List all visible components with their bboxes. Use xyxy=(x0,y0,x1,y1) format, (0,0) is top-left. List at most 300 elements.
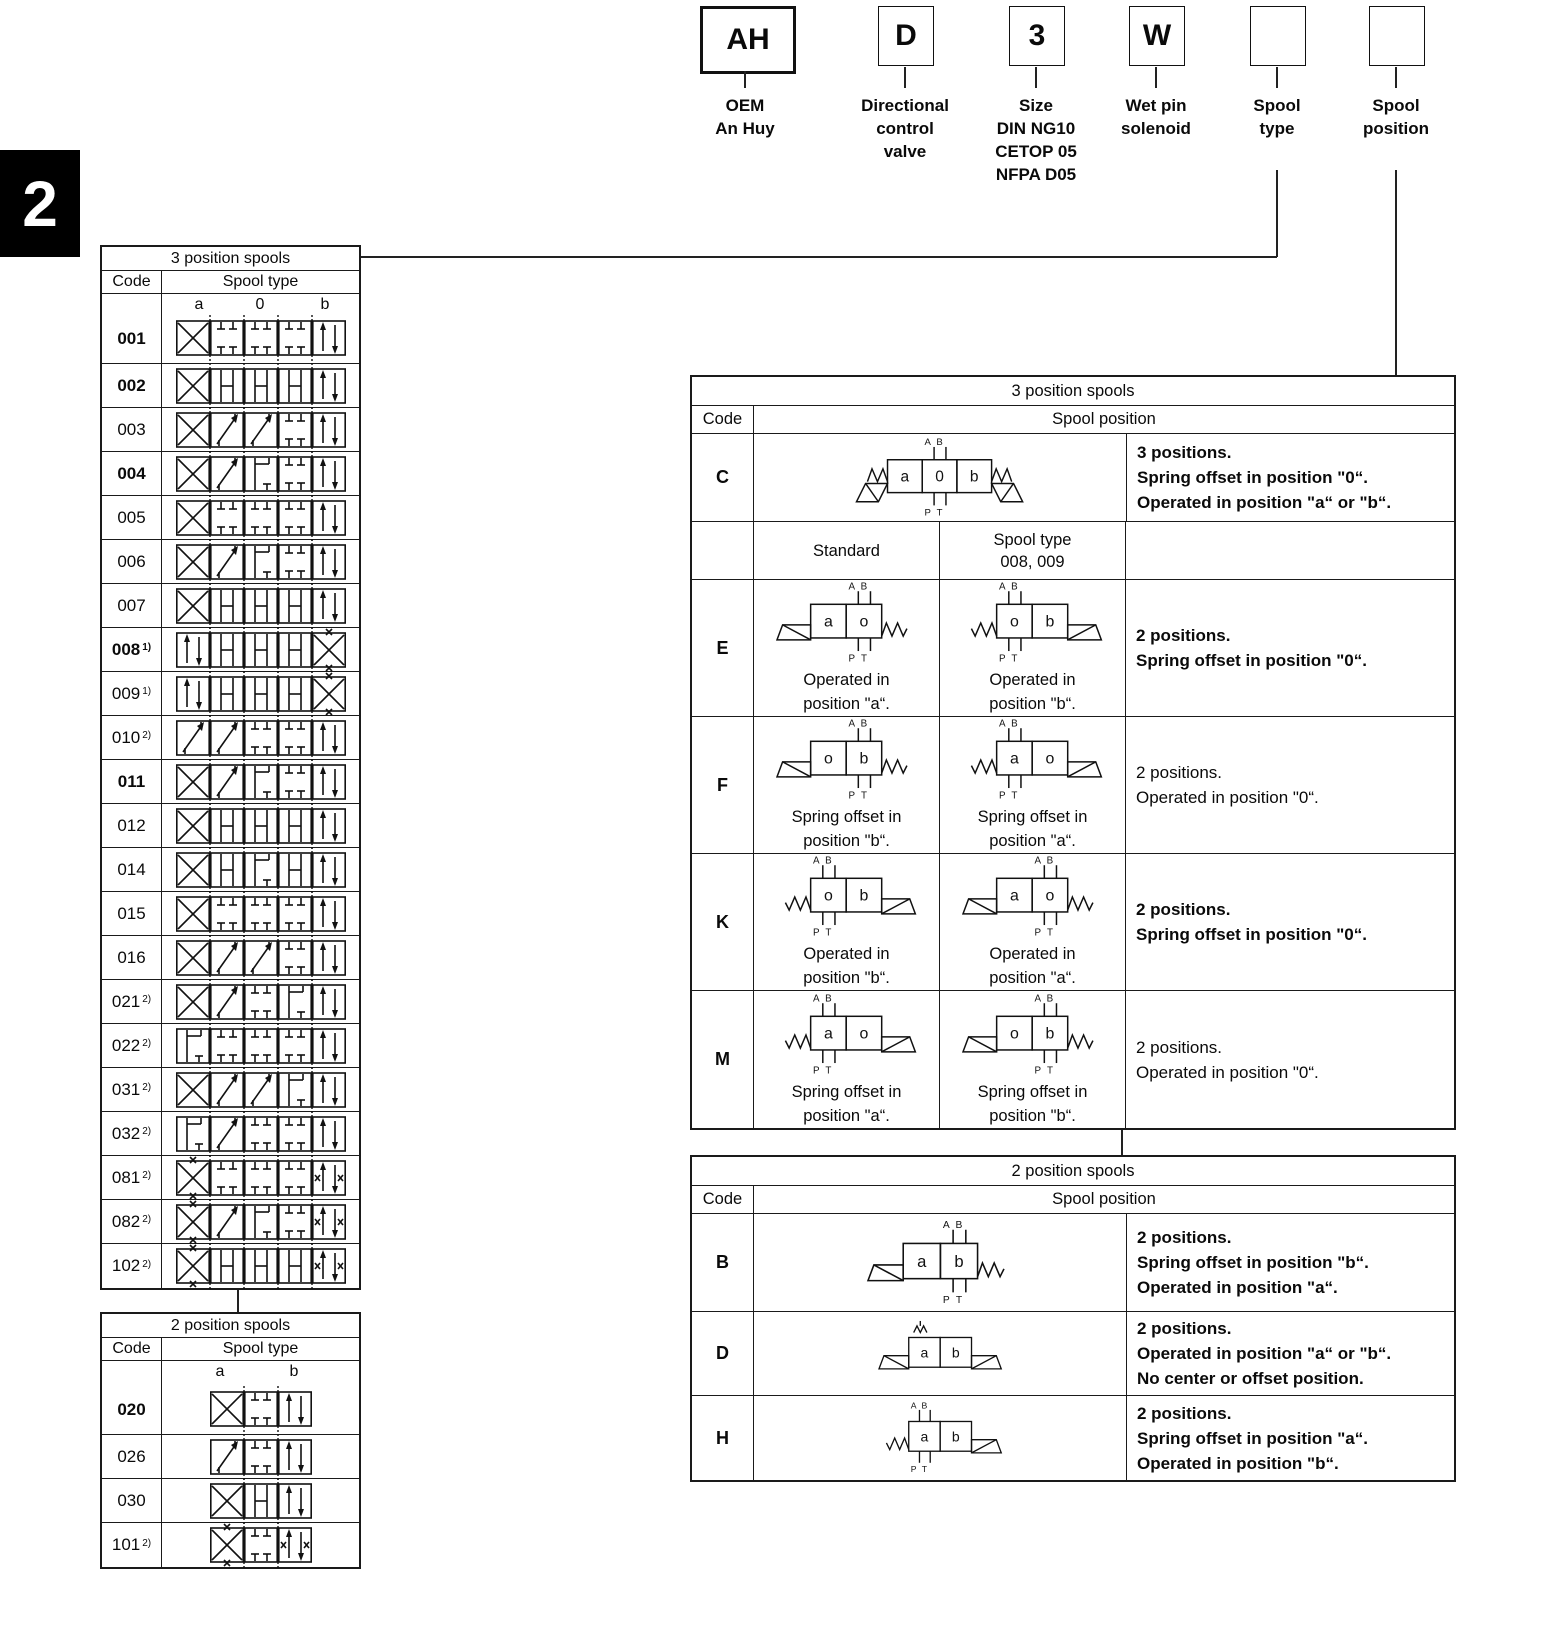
svg-text:B: B xyxy=(1011,718,1019,730)
spool-symbol xyxy=(176,759,346,805)
table-row xyxy=(692,580,1454,717)
spool-code-value: 101 xyxy=(111,1535,141,1554)
label-line: Wet pin xyxy=(1125,96,1187,115)
ordering-code-value: 3 xyxy=(1028,19,1046,52)
table-row xyxy=(102,1200,359,1244)
spool-position-description xyxy=(1127,434,1454,521)
spool-symbol xyxy=(176,451,346,497)
position-labels xyxy=(162,296,359,314)
svg-text:A: A xyxy=(848,718,856,730)
description-line: Spring offset in position "0“. xyxy=(1136,651,1367,670)
spool-type-column-header: Spool type xyxy=(222,273,299,290)
table-row xyxy=(102,628,359,672)
caption-line: position "b“. xyxy=(989,1106,1076,1125)
caption-line: Operated in xyxy=(989,671,1076,689)
spool-position-table-3pos xyxy=(690,375,1456,1130)
spool-symbol-cell xyxy=(162,540,359,583)
description-line: Spring offset in position "0“. xyxy=(1137,468,1368,487)
spool-symbol-cell xyxy=(162,1200,359,1243)
caption-line: position "a“. xyxy=(989,969,1076,987)
spool-code-value: 020 xyxy=(117,1400,146,1419)
spool-position-code: F xyxy=(692,717,754,853)
svg-text:A: A xyxy=(1034,992,1042,1004)
valve-symbol xyxy=(841,1400,1039,1476)
svg-text:A: A xyxy=(942,1219,950,1231)
svg-text:P: P xyxy=(999,653,1006,665)
spool-symbol-cell xyxy=(162,1361,359,1434)
spool-code xyxy=(102,1523,162,1567)
spool-position-code: B xyxy=(692,1214,754,1311)
svg-text:b: b xyxy=(859,750,869,768)
svg-text:o: o xyxy=(859,613,869,631)
label-line: position xyxy=(1362,119,1430,138)
caption-line: position "a“. xyxy=(803,695,890,713)
description-line: 3 positions. xyxy=(1137,443,1232,462)
symbol-caption xyxy=(803,942,890,990)
valve-symbol xyxy=(920,854,1144,940)
svg-text:a: a xyxy=(824,613,834,631)
table-row-c xyxy=(692,434,1454,522)
spool-code xyxy=(102,628,162,671)
spool-code xyxy=(102,452,162,495)
description-line: Operated in position "a“ or "b“. xyxy=(1137,1344,1392,1363)
valve-symbol xyxy=(823,1218,1058,1308)
spool-symbol-cell xyxy=(162,408,359,451)
label-line: Directional xyxy=(861,96,949,115)
standard-column-header xyxy=(754,522,940,579)
table-title: 2 position spools xyxy=(692,1157,1454,1186)
table-row xyxy=(102,584,359,628)
empty-description-cell xyxy=(1126,522,1454,579)
svg-text:a: a xyxy=(1010,750,1020,768)
table-header-row xyxy=(102,1338,359,1361)
spool-code-value: 007 xyxy=(117,595,146,615)
description-line: 2 positions. xyxy=(1137,1319,1232,1338)
spool-symbol xyxy=(210,1434,312,1480)
spool-position-code: M xyxy=(692,991,754,1128)
table-row xyxy=(102,1523,359,1567)
table-title: 2 position spools xyxy=(102,1314,359,1338)
valve-symbol xyxy=(920,580,1144,666)
spool-symbol-cell xyxy=(162,628,359,671)
spool-code xyxy=(102,760,162,803)
spool-symbol xyxy=(176,891,346,937)
svg-text:B: B xyxy=(936,436,944,448)
caption-line: position "b“. xyxy=(989,695,1076,713)
spool-type-table-2pos xyxy=(100,1312,361,1569)
special-label-line: Spool type xyxy=(993,530,1072,549)
spool-position-description xyxy=(1127,1312,1454,1395)
table-row xyxy=(102,364,359,408)
spool-position-code: C xyxy=(692,434,754,521)
table-row xyxy=(102,1024,359,1068)
caption-line: position "a“. xyxy=(803,1106,890,1125)
ordering-code-box xyxy=(700,6,796,74)
svg-text:P: P xyxy=(942,1294,950,1306)
spool-symbol xyxy=(176,495,346,541)
svg-text:P: P xyxy=(924,506,932,518)
svg-text:o: o xyxy=(1010,613,1020,631)
spool-symbol xyxy=(176,315,346,361)
valve-symbol-cell xyxy=(754,991,940,1128)
spool-symbol xyxy=(176,671,346,717)
box-stem-line xyxy=(1395,67,1397,88)
spool-code xyxy=(102,848,162,891)
spool-symbol-cell xyxy=(162,1479,359,1522)
description-line: 2 positions. xyxy=(1137,1228,1232,1247)
svg-text:P: P xyxy=(1034,1064,1042,1076)
svg-text:A: A xyxy=(924,436,932,448)
svg-text:T: T xyxy=(1047,1064,1054,1076)
valve-symbol-cell xyxy=(754,1214,1127,1311)
spool-code-value: 102 xyxy=(111,1256,141,1275)
svg-text:A: A xyxy=(999,718,1006,730)
spool-position-column-header: Spool position xyxy=(1052,1190,1156,1208)
label-line: Spool xyxy=(1372,96,1420,115)
spool-position-description xyxy=(1126,717,1454,853)
symbol-caption xyxy=(792,805,902,853)
caption-line: Operated in xyxy=(803,945,890,963)
svg-text:B: B xyxy=(825,855,833,867)
table-row xyxy=(102,1112,359,1156)
spool-code-value: 004 xyxy=(117,463,146,483)
table-row xyxy=(102,540,359,584)
spool-symbol-cell xyxy=(162,1112,359,1155)
caption-line: position "b“. xyxy=(803,832,890,850)
box-stem-line xyxy=(1035,67,1037,88)
spool-symbol xyxy=(210,1386,312,1432)
svg-text:A: A xyxy=(910,1400,917,1411)
spool-symbol-cell xyxy=(162,980,359,1023)
spool-symbol-cell xyxy=(162,936,359,979)
valve-symbol-cell xyxy=(754,434,1127,521)
spool-code-value: 009 xyxy=(111,683,141,703)
svg-text:A: A xyxy=(813,992,820,1004)
label-line: type xyxy=(1259,119,1295,138)
spool-symbol xyxy=(176,1111,346,1157)
spool-code-value: 021 xyxy=(111,991,141,1011)
svg-text:B: B xyxy=(921,1400,928,1411)
svg-text:P: P xyxy=(1034,927,1042,939)
valve-symbol-cell xyxy=(940,717,1126,853)
table-row xyxy=(102,452,359,496)
description-line: Operated in position "a“ or "b“. xyxy=(1137,493,1392,512)
spool-symbol xyxy=(176,1243,346,1289)
spool-position-code: K xyxy=(692,854,754,990)
svg-text:A: A xyxy=(813,855,820,867)
table-row xyxy=(692,1396,1454,1480)
spool-position-description xyxy=(1127,1396,1454,1480)
svg-text:T: T xyxy=(1011,790,1018,802)
svg-text:P: P xyxy=(999,790,1006,802)
spool-code xyxy=(102,1200,162,1243)
svg-text:0: 0 xyxy=(935,468,945,486)
svg-text:A: A xyxy=(999,581,1006,593)
description-line: 2 positions. xyxy=(1136,1037,1222,1057)
connector-spool-type-horizontal xyxy=(361,256,1277,258)
symbol-caption xyxy=(978,805,1088,853)
valve-symbol-cell xyxy=(754,717,940,853)
spool-code xyxy=(102,294,162,363)
table-row xyxy=(102,408,359,452)
label-line: DIN NG10 xyxy=(996,119,1076,138)
svg-text:o: o xyxy=(1010,1025,1020,1043)
svg-text:T: T xyxy=(825,1064,832,1076)
ordering-code-value: AH xyxy=(726,23,770,56)
svg-text:o: o xyxy=(859,1025,869,1043)
spool-code xyxy=(102,1361,162,1434)
spool-symbol xyxy=(176,1155,346,1201)
table-row xyxy=(692,717,1454,854)
footnote-marker: 2) xyxy=(142,994,152,1005)
label-line: OEM xyxy=(725,96,765,115)
connector-spool-type-vertical xyxy=(1276,170,1278,257)
svg-text:T: T xyxy=(1011,653,1018,665)
label-line: NFPA D05 xyxy=(995,165,1077,184)
spool-symbol-cell xyxy=(162,1068,359,1111)
table-row xyxy=(692,1312,1454,1396)
spool-code-value: 010 xyxy=(111,727,141,747)
table-header-row xyxy=(692,406,1454,434)
connector-spool-position-vertical xyxy=(1395,170,1397,375)
spool-code xyxy=(102,584,162,627)
spool-code-value: 014 xyxy=(117,859,146,879)
svg-text:P: P xyxy=(813,927,820,939)
footnote-marker: 2) xyxy=(142,730,152,741)
svg-text:a: a xyxy=(900,468,910,486)
svg-text:b: b xyxy=(970,468,980,486)
svg-text:b: b xyxy=(1045,1025,1055,1043)
standard-label: Standard xyxy=(813,541,880,560)
svg-text:A: A xyxy=(848,581,856,593)
spool-code-value: 011 xyxy=(117,771,146,791)
footnote-marker: 2) xyxy=(142,1537,152,1549)
description-line: Operated in position "0“. xyxy=(1136,1062,1319,1082)
position-label: b xyxy=(320,296,330,313)
valve-symbol xyxy=(841,1316,1039,1392)
box-stem-line xyxy=(1276,67,1278,88)
valve-symbol-cell xyxy=(754,1396,1127,1480)
spool-symbol xyxy=(176,363,346,409)
spool-code-value: 001 xyxy=(117,329,146,348)
label-line: Spool xyxy=(1253,96,1301,115)
spool-code xyxy=(102,1435,162,1478)
valve-symbol-cell xyxy=(940,854,1126,990)
table-row xyxy=(102,760,359,804)
table-row xyxy=(102,1435,359,1479)
empty-code-cell xyxy=(692,522,754,579)
table-row xyxy=(102,1244,359,1288)
table-header-row xyxy=(692,1186,1454,1214)
svg-text:P: P xyxy=(910,1463,917,1474)
spool-position-description xyxy=(1126,854,1454,990)
spool-symbol-cell xyxy=(162,294,359,363)
description-line: 2 positions. xyxy=(1136,900,1231,919)
position-label: a xyxy=(194,296,204,313)
footnote-marker: 2) xyxy=(142,1214,152,1225)
chapter-number: 2 xyxy=(22,167,58,240)
svg-text:B: B xyxy=(825,992,833,1004)
ordering-code-box xyxy=(1009,6,1065,66)
table-body xyxy=(102,1361,359,1567)
svg-text:B: B xyxy=(1046,992,1054,1004)
ordering-code-box xyxy=(1250,6,1306,66)
table-row xyxy=(102,672,359,716)
spool-position-code: D xyxy=(692,1312,754,1395)
table-row xyxy=(102,1156,359,1200)
box-stem-line xyxy=(1155,67,1157,88)
svg-text:T: T xyxy=(825,927,832,939)
spool-code xyxy=(102,936,162,979)
valve-symbol-cell xyxy=(940,580,1126,716)
label-line: Size xyxy=(1018,96,1054,115)
symbol-caption xyxy=(989,942,1076,990)
position-label: 0 xyxy=(255,296,265,313)
spool-symbol xyxy=(176,407,346,453)
description-line: Operated in position "0“. xyxy=(1136,788,1319,807)
description-line: Spring offset in position "0“. xyxy=(1136,925,1367,944)
spool-code-value: 081 xyxy=(111,1167,141,1187)
valve-symbol xyxy=(920,992,1144,1078)
spool-code-value: 002 xyxy=(117,375,146,395)
spool-symbol xyxy=(176,1023,346,1069)
ordering-code-value: D xyxy=(895,19,917,52)
spool-code-value: 026 xyxy=(117,1446,146,1466)
table-title: 3 position spools xyxy=(692,377,1454,406)
spool-code xyxy=(102,1479,162,1522)
spool-code-value: 006 xyxy=(117,551,146,571)
spool-code-value: 005 xyxy=(117,507,146,527)
caption-line: Operated in xyxy=(989,945,1076,963)
description-line: No center or offset position. xyxy=(1137,1369,1364,1388)
spool-symbol xyxy=(176,1199,346,1245)
spool-symbol-cell xyxy=(162,496,359,539)
label-line: An Huy xyxy=(715,119,775,138)
svg-text:T: T xyxy=(955,1294,962,1306)
svg-text:T: T xyxy=(1047,927,1054,939)
spool-symbol xyxy=(176,539,346,585)
valve-symbol-cell xyxy=(754,580,940,716)
footnote-marker: 1) xyxy=(142,686,152,697)
spool-symbol xyxy=(210,1478,312,1524)
valve-symbol-cell xyxy=(940,991,1126,1128)
spool-code xyxy=(102,1244,162,1288)
spool-symbol-cell xyxy=(162,672,359,715)
caption-line: Spring offset in xyxy=(977,1082,1088,1101)
spool-symbol-cell xyxy=(162,1523,359,1567)
description-line: Spring offset in position "a“. xyxy=(1137,1428,1368,1448)
spool-symbol xyxy=(176,1067,346,1113)
symbol-caption xyxy=(803,668,890,716)
spool-symbol-cell xyxy=(162,584,359,627)
spool-code-value: 031 xyxy=(111,1079,141,1099)
valve-symbol xyxy=(830,436,1049,520)
symbol-caption xyxy=(978,1080,1088,1128)
symbol-caption xyxy=(989,668,1076,716)
spool-code-value: 032 xyxy=(111,1123,141,1143)
spool-code-value: 015 xyxy=(117,903,146,923)
description-line: 2 positions. xyxy=(1137,1403,1232,1423)
table-row xyxy=(692,991,1454,1128)
spool-symbol xyxy=(176,715,346,761)
spool-symbol-cell xyxy=(162,1156,359,1199)
spool-symbol xyxy=(210,1522,312,1568)
spool-symbol xyxy=(176,627,346,673)
spool-code xyxy=(102,892,162,935)
footnote-marker: 2) xyxy=(142,1082,152,1093)
svg-text:a: a xyxy=(1010,887,1020,905)
table-row xyxy=(102,980,359,1024)
table-header-row xyxy=(102,271,359,294)
spool-position-description xyxy=(1126,580,1454,716)
svg-text:b: b xyxy=(951,1343,960,1360)
spool-code xyxy=(102,1024,162,1067)
caption-line: Operated in xyxy=(803,671,890,689)
spool-code-value: 008 xyxy=(111,639,141,659)
svg-text:A: A xyxy=(1034,855,1042,867)
spool-symbol-cell xyxy=(162,804,359,847)
spool-code-value: 012 xyxy=(117,815,146,835)
valve-symbol-cell xyxy=(754,854,940,990)
label-line: control xyxy=(876,119,934,138)
spool-code-value: 022 xyxy=(111,1035,141,1055)
position-label: b xyxy=(289,1363,299,1380)
footnote-marker: 2) xyxy=(142,1038,152,1049)
valve-symbol xyxy=(920,717,1144,803)
special-label-line: 008, 009 xyxy=(1000,552,1065,571)
spool-symbol-cell xyxy=(162,716,359,759)
ordering-code-label xyxy=(665,94,825,140)
svg-text:T: T xyxy=(937,506,943,518)
position-labels xyxy=(162,1363,359,1381)
table-row xyxy=(102,1068,359,1112)
svg-text:B: B xyxy=(860,718,868,730)
spool-code-value: 030 xyxy=(117,1490,146,1510)
svg-text:T: T xyxy=(861,790,868,802)
svg-text:b: b xyxy=(1045,613,1055,631)
svg-text:b: b xyxy=(951,1428,960,1445)
ordering-code-label xyxy=(1316,94,1476,140)
spool-code xyxy=(102,496,162,539)
ordering-code-box xyxy=(1369,6,1425,66)
svg-text:P: P xyxy=(813,1064,820,1076)
spool-code xyxy=(102,672,162,715)
spool-code xyxy=(102,980,162,1023)
table-body xyxy=(692,1214,1454,1480)
position-label: a xyxy=(215,1363,225,1380)
spool-symbol xyxy=(176,979,346,1025)
spool-symbol-cell xyxy=(162,892,359,935)
ordering-code-box xyxy=(878,6,934,66)
svg-text:a: a xyxy=(916,1251,927,1271)
footnote-marker: 1) xyxy=(142,642,152,653)
description-line: 2 positions. xyxy=(1136,626,1231,645)
table-title: 3 position spools xyxy=(102,247,359,271)
spool-position-code: H xyxy=(692,1396,754,1480)
code-column-header: Code xyxy=(102,271,162,293)
table-body xyxy=(692,434,1454,1128)
caption-line: position "a“. xyxy=(989,832,1076,850)
spool-code xyxy=(102,540,162,583)
table-row xyxy=(102,804,359,848)
spool-code xyxy=(102,364,162,407)
ordering-code-box xyxy=(1129,6,1185,66)
footnote-marker: 2) xyxy=(142,1258,152,1270)
code-column-header: Code xyxy=(102,1338,162,1360)
table-body xyxy=(102,294,359,1288)
table-row xyxy=(102,936,359,980)
spool-code xyxy=(102,1156,162,1199)
